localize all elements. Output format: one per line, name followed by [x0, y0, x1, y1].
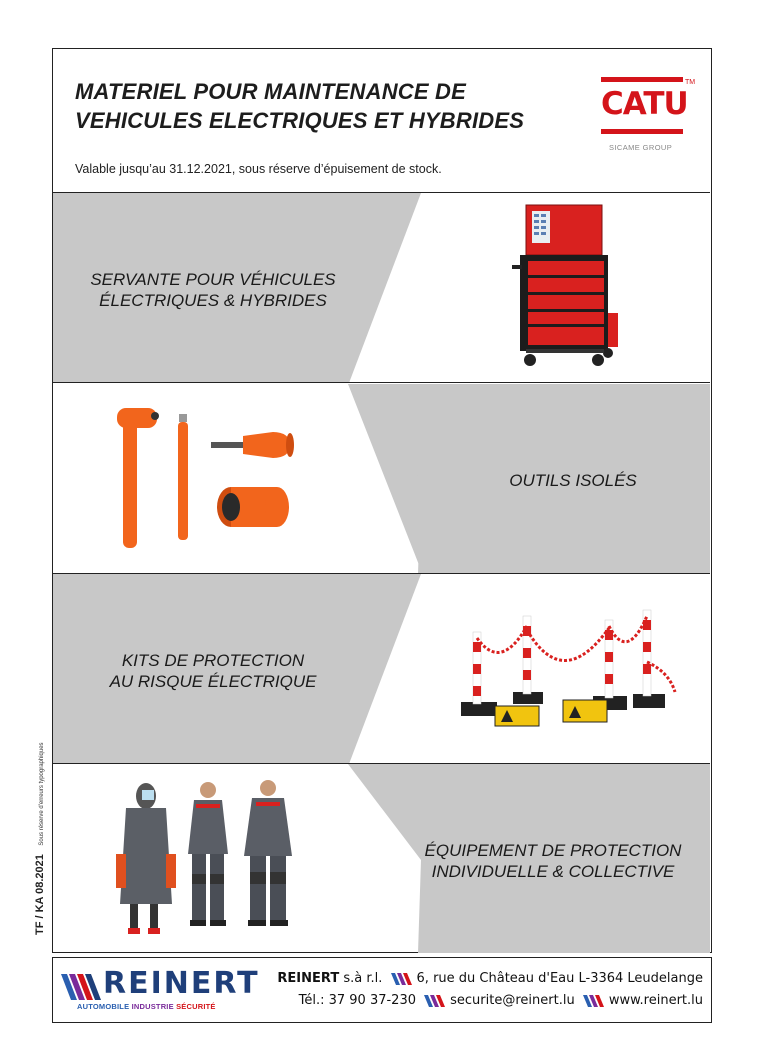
contact-line	[277, 990, 703, 1012]
flyer-frame	[52, 48, 712, 953]
section-protection-kits	[53, 574, 710, 764]
section-label: SERVANTE POUR VÉHICULES ÉLECTRIQUES & HYBRIDES	[90, 270, 336, 310]
insulated-tools-icon	[103, 402, 313, 562]
brand-tagline: AUTOMOBILE INDUSTRIE SÉCURITÉ	[77, 1002, 216, 1011]
phone-text: Tél.: 37 90 37-230	[298, 993, 416, 1008]
section-tool-cabinet	[53, 193, 710, 383]
contact-block	[277, 968, 703, 1012]
tool-cabinet-icon	[508, 203, 638, 378]
header	[53, 49, 710, 193]
email-link[interactable]: securite@reinert.lu	[450, 993, 575, 1008]
address-line: REINERT s.à r.l. 6, rue du Château d'Eau L-3364 Leudelange	[277, 971, 703, 986]
stripes-icon	[61, 972, 105, 1002]
reinert-logo: REINERT AUTOMOBILE INDUSTRIE SÉCURITÉ	[61, 970, 251, 1016]
separator-icon	[583, 995, 605, 1007]
section-label: KITS DE PROTECTION AU RISQUE ÉLECTRIQUE	[109, 651, 317, 691]
validity-note: Valable jusqu’au 31.12.2021, sous réserve d’épuisement de stock.	[75, 162, 442, 176]
separator-icon	[424, 995, 446, 1007]
section-label: OUTILS ISOLÉS	[509, 471, 637, 490]
protective-clothing-icon	[108, 774, 308, 949]
website-link[interactable]: www.reinert.lu	[608, 993, 703, 1008]
reference-note: TF / KA 08.2021 Sous réserve d'erreurs typographiques	[34, 742, 46, 935]
page-title: MATERIEL POUR MAINTENANCE DE VEHICULES ELECTRIQUES ET HYBRIDES	[75, 79, 525, 133]
section-insulated-tools	[53, 384, 710, 574]
catu-logo: CATU TM SICAME GROUP	[601, 79, 696, 152]
section-label: ÉQUIPEMENT DE PROTECTION INDIVIDUELLE & COLLECTIVE	[424, 841, 682, 881]
separator-icon	[391, 973, 413, 985]
section-protective-equipment	[53, 764, 710, 953]
footer	[52, 957, 712, 1023]
barrier-posts-icon	[443, 602, 683, 742]
